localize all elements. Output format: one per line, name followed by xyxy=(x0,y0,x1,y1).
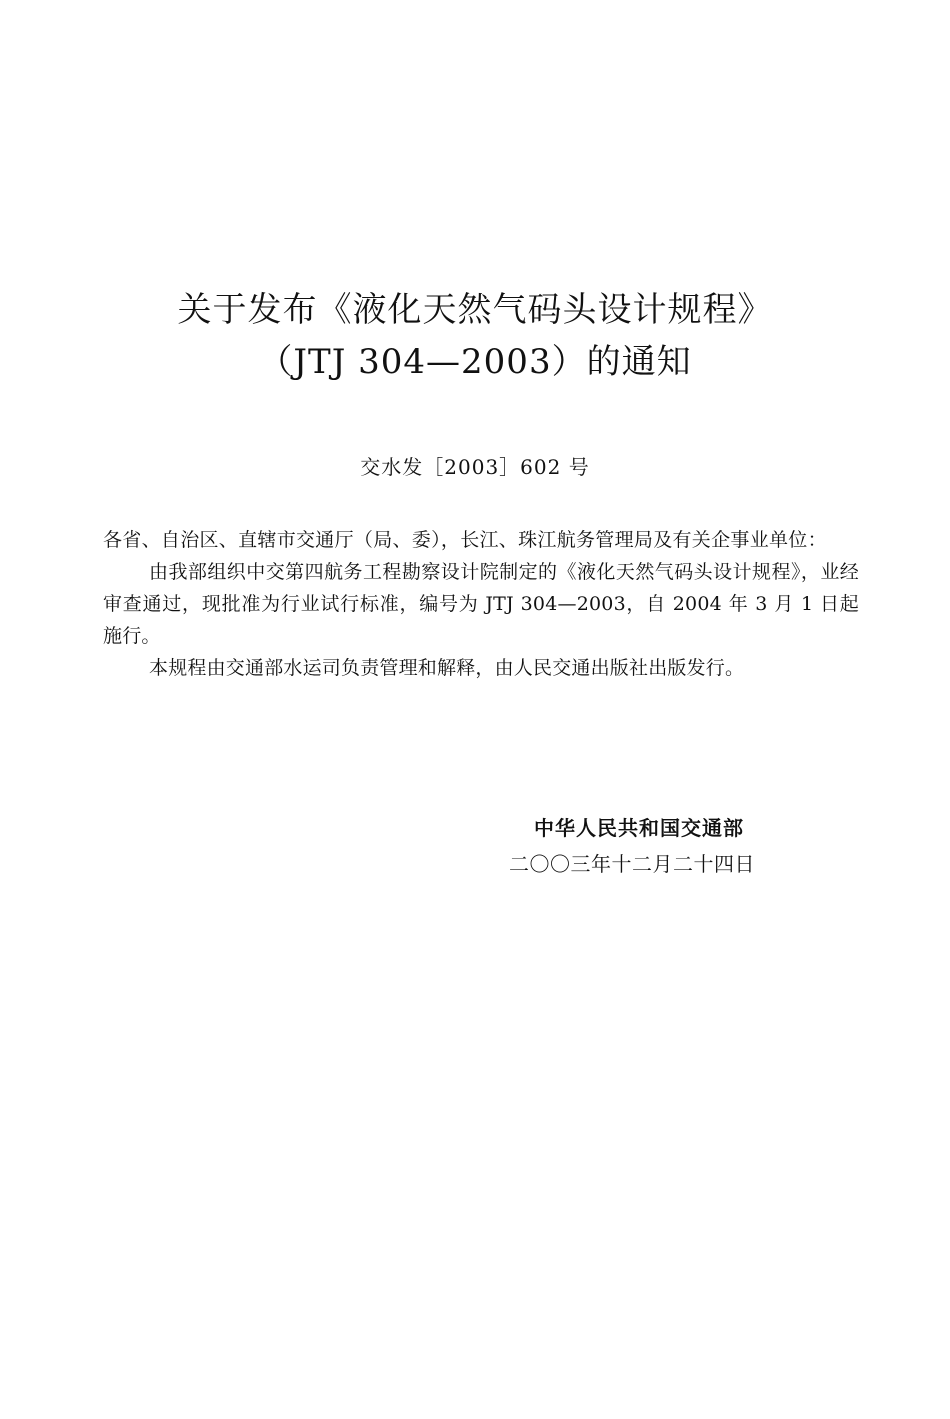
addressee: 各省、自治区、直辖市交通厅（局、委），长江、珠江航务管理局及有关企事业单位： xyxy=(103,529,827,551)
document-number: 交水发［2003］602 号 xyxy=(360,455,590,479)
title-line-1: 关于发布《液化天然气码头设计规程》 xyxy=(177,290,773,330)
notice-body xyxy=(103,524,859,684)
issue-date: 二〇〇三年十二月二十四日 xyxy=(509,852,755,876)
title-line-2: （JTJ 304—2003）的通知 xyxy=(258,342,692,382)
paragraph-approval: 由我部组织中交第四航务工程勘察设计院制定的《液化天然气码头设计规程》，业经审查通过，现批准为行业试行标准，编号为 JTJ 304—2003，自 2004 年 3 月 1 日起施行。 xyxy=(103,561,859,647)
signature-block xyxy=(509,810,809,882)
issuing-ministry: 中华人民共和国交通部 xyxy=(534,816,744,840)
paragraph-management: 本规程由交通部水运司负责管理和解释，由人民交通出版社出版发行。 xyxy=(149,657,745,679)
notice-title xyxy=(0,284,950,388)
